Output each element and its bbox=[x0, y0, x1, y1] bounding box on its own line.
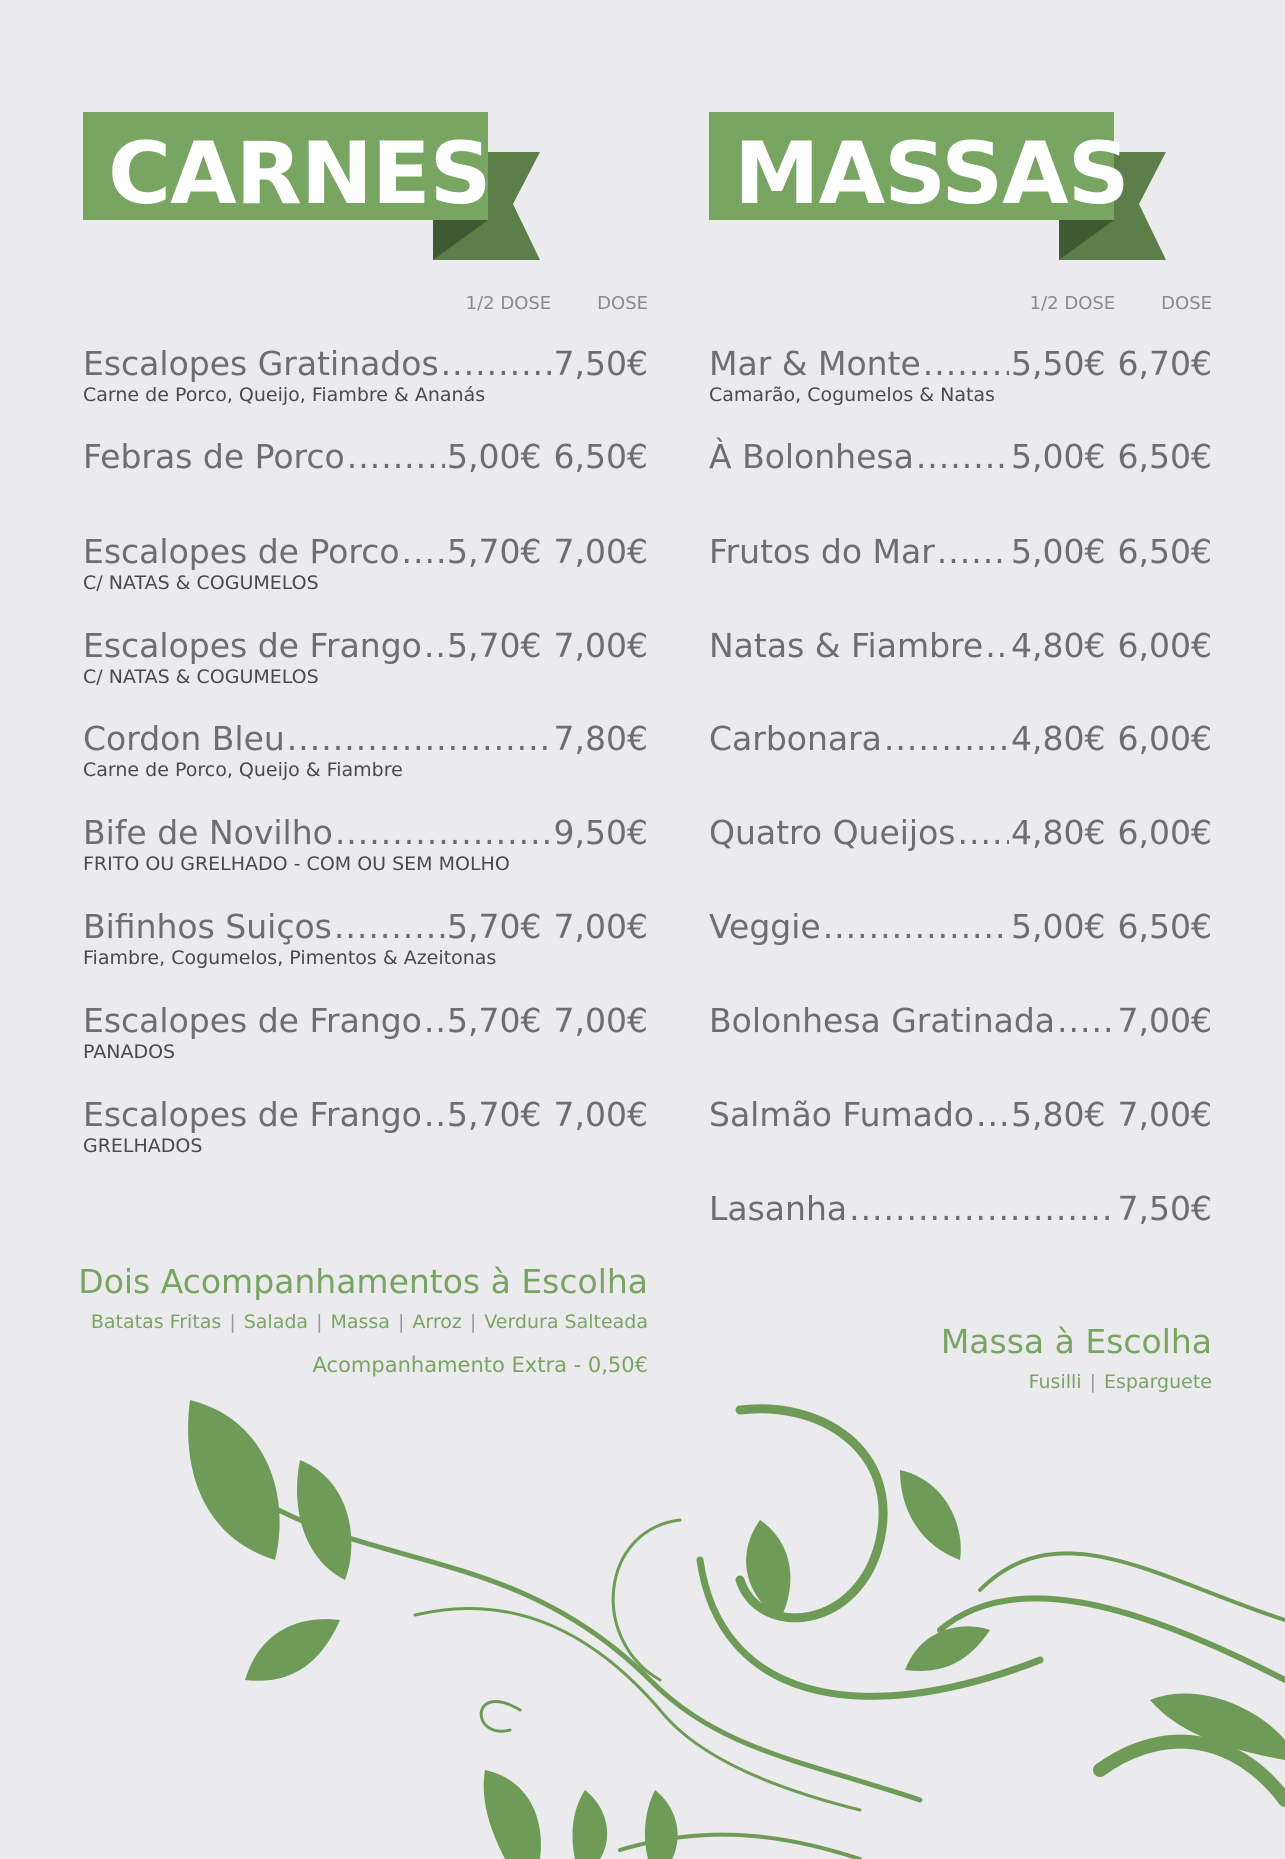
menu-item-half-price: 5,00€ bbox=[1011, 907, 1106, 946]
side-option: Esparguete bbox=[1103, 1371, 1212, 1393]
separator: | bbox=[1089, 1371, 1096, 1393]
menu-item-row bbox=[83, 906, 648, 948]
menu-item-half-price: 5,70€ bbox=[447, 532, 542, 571]
menu-item-name: Escalopes de Frango bbox=[83, 626, 422, 665]
menu-item-row bbox=[709, 625, 1212, 667]
menu-item bbox=[709, 1094, 1212, 1136]
dot-leader bbox=[424, 1000, 445, 1042]
menu-item bbox=[709, 1000, 1212, 1042]
menu-item-row bbox=[83, 1000, 648, 1042]
massas-banner bbox=[709, 112, 1169, 262]
menu-item bbox=[83, 906, 648, 970]
menu-item-description: Camarão, Cogumelos & Natas bbox=[709, 384, 995, 406]
side-option: Arroz bbox=[412, 1311, 462, 1333]
menu-item bbox=[709, 531, 1212, 573]
carnes-title: CARNES bbox=[108, 124, 491, 224]
menu-item-name: Natas & Fiambre bbox=[709, 626, 984, 665]
menu-item-name: Carbonara bbox=[709, 719, 882, 758]
side-option: Massa bbox=[330, 1311, 390, 1333]
menu-item-price: 6,50€ bbox=[553, 437, 648, 476]
dot-leader bbox=[424, 625, 445, 667]
dot-leader bbox=[976, 1094, 1009, 1136]
menu-item-description: Carne de Porco, Queijo, Fiambre & Ananás bbox=[83, 384, 486, 406]
menu-item-row bbox=[709, 906, 1212, 948]
menu-item-description: C/ NATAS & COGUMELOS bbox=[83, 666, 319, 688]
menu-item-half-price: 5,00€ bbox=[1011, 437, 1106, 476]
menu-item-name: Salmão Fumado bbox=[709, 1095, 974, 1134]
menu-item-name: Bife de Novilho bbox=[83, 813, 333, 852]
menu-item-half-price: 4,80€ bbox=[1011, 813, 1106, 852]
menu-item bbox=[83, 1094, 648, 1158]
half-dose-label: 1/2 DOSE bbox=[465, 293, 552, 314]
carnes-sides-title: Dois Acompanhamentos à Escolha bbox=[78, 1262, 648, 1301]
menu-item-name: Bolonhesa Gratinada bbox=[709, 1001, 1056, 1040]
menu-item-row bbox=[709, 718, 1212, 760]
dot-leader bbox=[923, 343, 1009, 385]
menu-item bbox=[83, 718, 648, 782]
side-option: Fusilli bbox=[1028, 1371, 1082, 1393]
menu-item-row bbox=[709, 1000, 1212, 1042]
menu-item-name: Escalopes Gratinados bbox=[83, 344, 439, 383]
vine-leaves-icon bbox=[0, 1380, 1285, 1859]
separator: | bbox=[469, 1311, 477, 1333]
menu-item-price: 6,00€ bbox=[1117, 813, 1212, 852]
menu-item-name: Febras de Porco bbox=[83, 437, 345, 476]
menu-item-name: Quatro Queijos bbox=[709, 813, 956, 852]
menu-item-name: Bifinhos Suiços bbox=[83, 907, 332, 946]
menu-item bbox=[709, 812, 1212, 854]
menu-item-price: 6,70€ bbox=[1117, 344, 1212, 383]
dot-leader bbox=[958, 812, 1010, 854]
menu-item-half-price: 5,70€ bbox=[447, 1095, 542, 1134]
menu-item-row bbox=[83, 718, 648, 760]
menu-item-row bbox=[709, 1188, 1212, 1230]
menu-item-half-price: 4,80€ bbox=[1011, 719, 1106, 758]
menu-item bbox=[709, 625, 1212, 667]
dot-leader bbox=[823, 906, 1009, 948]
menu-item bbox=[709, 906, 1212, 948]
menu-item-row bbox=[83, 812, 648, 854]
menu-item-name: Frutos do Mar bbox=[709, 532, 935, 571]
dose-label: DOSE bbox=[597, 293, 648, 314]
separator: | bbox=[397, 1311, 405, 1333]
menu-item-row bbox=[709, 343, 1212, 385]
menu-item-half-price: 5,00€ bbox=[1011, 532, 1106, 571]
separator: | bbox=[316, 1311, 323, 1333]
massas-title: MASSAS bbox=[734, 124, 1129, 224]
dot-leader bbox=[916, 436, 1009, 478]
carnes-sides-options bbox=[91, 1311, 648, 1333]
menu-item-half-price: 5,70€ bbox=[447, 1001, 542, 1040]
menu-item-price: 6,00€ bbox=[1117, 719, 1212, 758]
menu-item-description: GRELHADOS bbox=[83, 1135, 203, 1157]
dot-leader bbox=[347, 436, 445, 478]
menu-item-price: 7,00€ bbox=[1117, 1001, 1212, 1040]
carnes-banner bbox=[83, 112, 543, 262]
menu-item-half-price: 5,00€ bbox=[447, 437, 542, 476]
dot-leader bbox=[287, 718, 552, 760]
menu-item-row bbox=[709, 531, 1212, 573]
menu-item-half-price: 5,50€ bbox=[1011, 344, 1106, 383]
menu-item-price: 7,00€ bbox=[553, 1095, 648, 1134]
dot-leader bbox=[424, 1094, 445, 1136]
menu-item-price: 7,80€ bbox=[553, 719, 648, 758]
menu-item-price: 7,00€ bbox=[553, 1001, 648, 1040]
menu-item-row bbox=[83, 436, 648, 478]
half-dose-label: 1/2 DOSE bbox=[1029, 293, 1116, 314]
menu-item-description: FRITO OU GRELHADO - COM OU SEM MOLHO bbox=[83, 853, 510, 875]
menu-item-description: Carne de Porco, Queijo & Fiambre bbox=[83, 759, 403, 781]
carnes-dose-header bbox=[466, 293, 648, 314]
menu-item bbox=[83, 343, 648, 407]
menu-item bbox=[709, 1188, 1212, 1230]
menu-item-price: 7,00€ bbox=[1117, 1095, 1212, 1134]
menu-item-description: C/ NATAS & COGUMELOS bbox=[83, 572, 319, 594]
menu-item-price: 6,50€ bbox=[1117, 532, 1212, 571]
menu-item-name: Lasanha bbox=[709, 1189, 848, 1228]
massas-dose-header bbox=[1030, 293, 1212, 314]
dot-leader bbox=[441, 343, 552, 385]
menu-item-name: Escalopes de Frango bbox=[83, 1095, 422, 1134]
menu-item-price: 7,00€ bbox=[553, 907, 648, 946]
menu-item-name: Cordon Bleu bbox=[83, 719, 285, 758]
side-option: Verdura Salteada bbox=[484, 1311, 648, 1333]
menu-item-half-price: 5,70€ bbox=[447, 626, 542, 665]
menu-item-row bbox=[83, 343, 648, 385]
carnes-sides-extra: Acompanhamento Extra - 0,50€ bbox=[312, 1353, 648, 1377]
dot-leader bbox=[884, 718, 1009, 760]
dot-leader bbox=[849, 1188, 1115, 1230]
menu-item-description: Fiambre, Cogumelos, Pimentos & Azeitonas bbox=[83, 947, 497, 969]
menu-item bbox=[83, 625, 648, 689]
dot-leader bbox=[1057, 1000, 1116, 1042]
menu-item-name: Veggie bbox=[709, 907, 821, 946]
menu-item bbox=[709, 718, 1212, 760]
dot-leader bbox=[334, 906, 445, 948]
menu-item-price: 9,50€ bbox=[553, 813, 648, 852]
menu-item-row bbox=[709, 436, 1212, 478]
menu-item-half-price: 5,70€ bbox=[447, 907, 542, 946]
menu-item-price: 7,50€ bbox=[553, 344, 648, 383]
dot-leader bbox=[402, 531, 446, 573]
menu-item-name: Escalopes de Frango bbox=[83, 1001, 422, 1040]
menu-item-row bbox=[83, 1094, 648, 1136]
menu-item-name: Mar & Monte bbox=[709, 344, 921, 383]
menu-item bbox=[83, 436, 648, 478]
menu-item-row bbox=[709, 812, 1212, 854]
menu-item-description: PANADOS bbox=[83, 1041, 176, 1063]
menu-item-row bbox=[83, 625, 648, 667]
menu-item-price: 7,00€ bbox=[553, 532, 648, 571]
side-option: Salada bbox=[243, 1311, 309, 1333]
dot-leader bbox=[937, 531, 1009, 573]
menu-item-half-price: 5,80€ bbox=[1011, 1095, 1106, 1134]
menu-item-price: 6,00€ bbox=[1117, 626, 1212, 665]
menu-item-price: 7,50€ bbox=[1117, 1189, 1212, 1228]
menu-item-name: À Bolonhesa bbox=[709, 437, 914, 476]
massas-sides-title: Massa à Escolha bbox=[940, 1322, 1212, 1361]
dot-leader bbox=[985, 625, 1009, 667]
menu-item bbox=[709, 436, 1212, 478]
menu-item-price: 7,00€ bbox=[553, 626, 648, 665]
separator: | bbox=[229, 1311, 236, 1333]
menu-item-name: Escalopes de Porco bbox=[83, 532, 400, 571]
menu-item bbox=[83, 812, 648, 876]
menu-item-price: 6,50€ bbox=[1117, 907, 1212, 946]
menu-item bbox=[83, 531, 648, 595]
menu-item bbox=[83, 1000, 648, 1064]
menu-item-row bbox=[709, 1094, 1212, 1136]
menu-item bbox=[709, 343, 1212, 407]
side-option: Batatas Fritas bbox=[90, 1311, 222, 1333]
dot-leader bbox=[335, 812, 552, 854]
menu-item-price: 6,50€ bbox=[1117, 437, 1212, 476]
menu-item-row bbox=[83, 531, 648, 573]
dose-label: DOSE bbox=[1161, 293, 1212, 314]
menu-item-half-price: 4,80€ bbox=[1011, 626, 1106, 665]
